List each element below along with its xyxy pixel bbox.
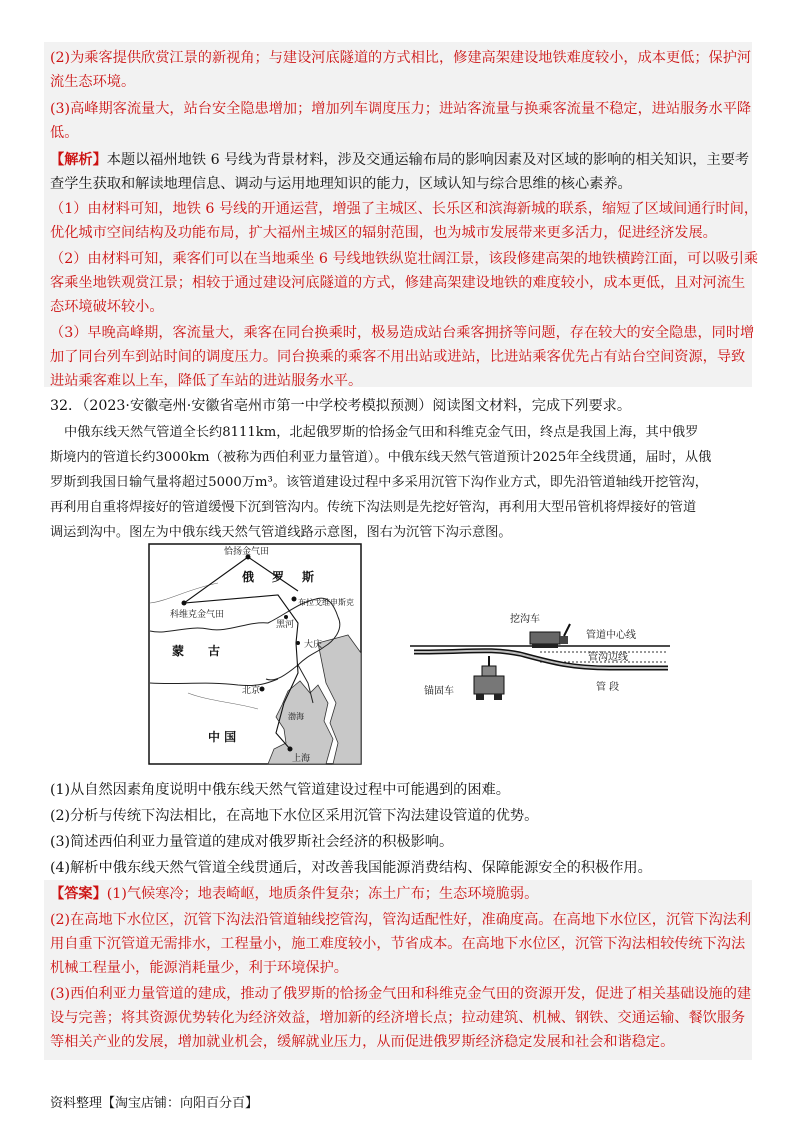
analysis-line: 查学生获取和解读地理信息、调动与运用地理知识的能力，区域认知与综合思维的核心素养。 (50, 176, 632, 192)
footer-text: 资料整理【淘宝店铺：向阳百分百】 (50, 1096, 259, 1111)
answer-line: 等相关产业的发展，增加就业机会，缓解就业压力，从而促进俄罗斯经济稳定发展和社会和谐稳定。 (50, 1034, 675, 1050)
map-label-bohai: 渤海 (288, 712, 304, 721)
material-line: 再利用自重将焊接好的管道缓慢下沉到管沟内。传统下沟法则是先挖好管沟，再利用大型吊管机将焊接好的管道 (50, 500, 697, 515)
analysis-line: 优化城市空间结构及功能布局，扩大福州主城区的辐射范围，也为城市发展带来更多活力，促进经济发展。 (50, 225, 717, 241)
analysis-tag: 【解析】 (50, 152, 107, 168)
material-line: 斯境内的管道长约3000km（被称为西伯利亚力量管道）。中俄东线天然气管道预计2025年全线贯通，届时，从俄 (50, 450, 712, 465)
map-label-china: 中 国 (208, 730, 237, 744)
material-line: 调运到沟中。图左为中俄东线天然气管道线路示意图，图右为沉管下沟示意图。 (50, 525, 512, 540)
excavator-icon (530, 624, 570, 648)
analysis-line: （3）早晚高峰期，客流量大，乘客在同台换乘时，极易造成站台乘客拥挤等问题，存在较大的安全隐患，同时增 (50, 325, 755, 341)
material-line: 罗斯到我国日输气量将超过5000万m³。该管道建设过程中多采用沉管下沟作业方式，即先沿管道轴线开挖管沟， (50, 475, 708, 490)
map-label-russia: 罗 (272, 570, 285, 584)
anchor-vehicle-icon (474, 656, 504, 700)
answer-line: 机械工程量小，能源消耗量少，利于环境保护。 (50, 960, 348, 976)
map-label-mongolia: 蒙 (172, 644, 185, 658)
diagram-label-trench-edge: 管沟边线 (588, 652, 628, 663)
sub-question: (1)从自然因素角度说明中俄东线天然气管道建设过程中可能遇到的困难。 (50, 782, 510, 798)
map-label-daqing: 大庆 (304, 640, 323, 650)
diagram-label-pipe-section: 管 段 (596, 682, 620, 693)
shanghai-marker (288, 747, 293, 752)
diagram-label-excavator: 挖沟车 (510, 614, 540, 625)
map-label-blagoveshchensk: 布拉戈维申斯克 (298, 598, 354, 607)
prev-answer-line: 流生态环境。 (50, 74, 136, 90)
map-label-russia: 斯 (302, 570, 315, 584)
analysis-line: 加了同台列车到站时间的调度压力。同台换乘的乘客不用出站或进站，比进站乘客优先占有站台空间资源，导致 (50, 349, 746, 365)
keweikejin-marker (182, 601, 187, 606)
answer-line: (3)西伯利亚力量管道的建成，推动了俄罗斯的恰扬金气田和科维克金气田的资源开发，促进了相关基础设施的建 (50, 986, 752, 1002)
analysis-line: 【解析】本题以福州地铁 6 号线为背景材料，涉及交通运输布局的影响因素及对区域的影响的相关知识，主要考 (50, 152, 750, 168)
answer-line: 用自重下沉管道无需排水，工程量小，施工难度较小，节省成本。在高地下水位区，沉管下沟法相较传统下沟法 (50, 936, 746, 952)
material-line: 中俄东线天然气管道全长约8111km，北起俄罗斯的恰扬金气田和科维克金气田，终点是我国上海，其中俄罗 (64, 425, 699, 440)
map-label-mongolia: 古 (208, 644, 221, 658)
answer-line: 设与完善；将其资源优势转化为经济效益，增加新的经济增长点；拉动建筑、机械、钢铁、交通运输、餐饮服务 (50, 1010, 746, 1026)
prev-answer-line: 低。 (50, 125, 79, 141)
heihe-marker (284, 615, 288, 619)
answer-line: (2)在高地下水位区，沉管下沟法沿管道轴线挖管沟，管沟适配性好，准确度高。在高地下水位区，沉管下沟法利 (50, 912, 752, 928)
beijing-marker (260, 687, 265, 692)
analysis-line: 态环境破坏较小。 (50, 299, 164, 315)
blagoveshchensk-marker (292, 597, 297, 602)
map-label-chayangjin: 恰扬金气田 (224, 547, 270, 557)
sink-pipe-diagram (410, 610, 670, 710)
map-label-beijing: 北京 (242, 686, 261, 696)
sub-question: (3)简述西伯利亚力量管道的建成对俄罗斯社会经济的积极影响。 (50, 834, 454, 850)
map-label-russia: 俄 (242, 570, 255, 584)
answer-line: 【答案】(1)气候寒冷；地表崎岖，地质条件复杂；冻土广布；生态环境脆弱。 (50, 886, 539, 902)
analysis-line: 客乘坐地铁观赏江景；相较于通过建设河底隧道的方式，修建高架建设地铁的难度较小，成本更低，且对河流生 (50, 275, 746, 291)
analysis-line: 进站乘客难以上车，降低了车站的进站服务水平。 (50, 373, 363, 389)
pipeline-route-map (148, 543, 362, 765)
diagram-label-pipe-centerline: 管道中心线 (586, 630, 636, 641)
map-label-heihe: 黑河 (276, 620, 295, 630)
daqing-marker (296, 641, 300, 645)
analysis-line: （2）由材料可知，乘客们可以在当地乘坐 6 号线地铁纵览壮阔江景，该段修建高架的地铁横跨江面，可以吸引乘 (50, 251, 759, 267)
analysis-line: （1）由材料可知，地铁 6 号线的开通运营，增强了主城区、长乐区和滨海新城的联系，缩短了区域间通行时间， (50, 201, 759, 217)
sub-question: (4)解析中俄东线天然气管道全线贯通后，对改善我国能源消费结构、保障能源安全的积极作用。 (50, 860, 652, 876)
prev-answer-line: (2)为乘客提供欣赏江景的新视角；与建设河底隧道的方式相比，修建高架建设地铁难度较小，成本更低；保护河 (50, 50, 752, 66)
map-label-shanghai: 上海 (292, 754, 311, 764)
question-header: 32．（2023·安徽亳州·安徽省亳州市第一中学校考模拟预测）阅读图文材料，完成下列要求。 (50, 398, 632, 414)
answer-tag: 【答案】 (50, 886, 107, 902)
diagram-label-anchor-vehicle: 锚固车 (424, 686, 454, 697)
sub-question: (2)分析与传统下沟法相比，在高地下水位区采用沉管下沟法建设管道的优势。 (50, 808, 539, 824)
map-label-keweikejin: 科维克金气田 (170, 610, 225, 620)
prev-answer-line: (3)高峰期客流量大，站台安全隐患增加；增加列车调度压力；进站客流量与换乘客流量不稳定，进站服务水平降 (50, 101, 752, 117)
